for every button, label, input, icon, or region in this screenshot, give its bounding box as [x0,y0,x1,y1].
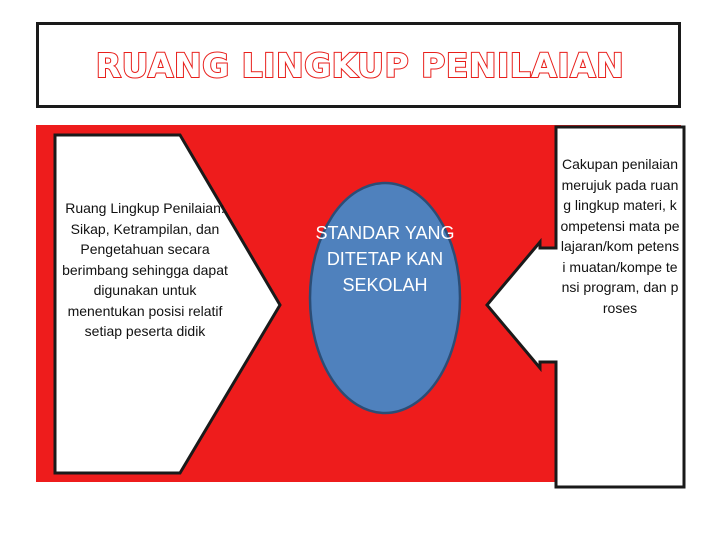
center-ellipse [310,183,460,413]
right-box-text: Cakupan penilaian merujuk pada ruang lingkup materi, kompetensi mata pelajaran/kom petensi muatan/kompe tensi program, dan proses [560,156,680,316]
left-box-text [60,198,230,342]
page-title: RUANG LINGKUP PENILAIAN [95,46,625,85]
center-ellipse-text: STANDAR YANG DITETAP KAN SEKOLAH [315,223,455,295]
left-box-heading: Ruang Lingkup Penilaian: [65,200,225,216]
left-box-body: Sikap, Ketrampilan, dan Pengetahuan secara berimbang sehingga dapat digunakan untuk menentukan posisi relatif setiap peserta didik [62,220,228,339]
